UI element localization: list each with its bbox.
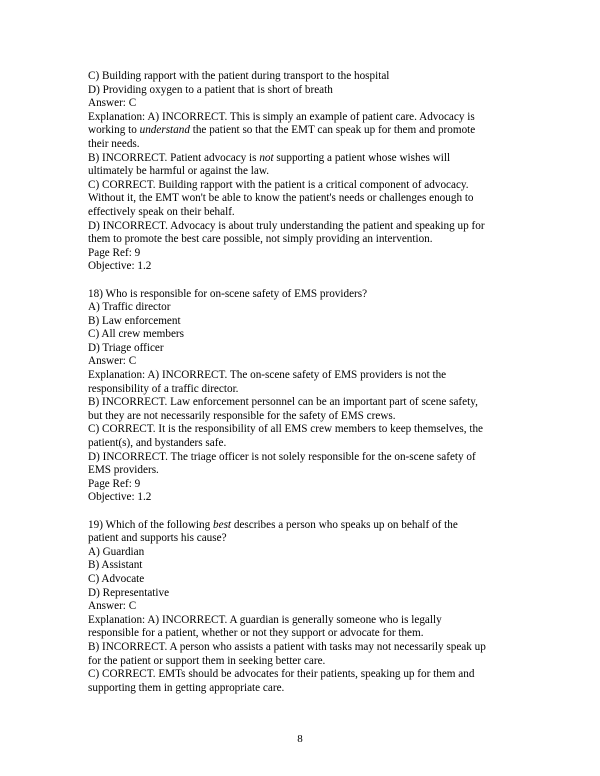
option-c: C) Advocate — [88, 572, 145, 585]
explanation-line: C) CORRECT. It is the responsibility of all EMS crew members to keep themselves, the — [88, 423, 484, 436]
explanation-line: Explanation: A) INCORRECT. The on-scene safety of EMS providers is not the — [88, 369, 447, 382]
explanation-line: B) INCORRECT. Patient advocacy is not supporting a patient whose wishes will — [88, 151, 451, 164]
option-b: B) Assistant — [88, 559, 143, 572]
answer-line: Answer: C — [88, 97, 137, 110]
explanation-line: responsibility of a traffic director. — [88, 382, 239, 395]
option-d: D) Representative — [88, 586, 170, 599]
explanation-line: ultimately be harmful or against the law. — [88, 165, 270, 178]
explanation-line: supporting them in getting appropriate care. — [88, 681, 285, 694]
question-text: 18) Who is responsible for on-scene safety of EMS providers? — [88, 287, 368, 300]
option-a: A) Guardian — [88, 545, 145, 558]
option-a: A) Traffic director — [88, 301, 171, 314]
explanation-line: working to understand the patient so that the EMT can speak up for them and promote — [88, 124, 476, 137]
question-19 — [88, 519, 518, 696]
question-17 — [88, 70, 518, 274]
spacer — [88, 274, 518, 288]
spacer — [88, 505, 518, 519]
explanation-line: patient(s), and bystanders safe. — [88, 437, 227, 450]
option-b: B) Law enforcement — [88, 314, 181, 327]
explanation-line: responsible for a patient, whether or not they support or advocate for them. — [88, 627, 424, 640]
question-text: 19) Which of the following best describes a person who speaks up on behalf of the — [88, 518, 458, 531]
explanation-line: Without it, the EMT won't be able to know the patient's needs or challenges enough to — [88, 192, 474, 205]
explanation-line: B) INCORRECT. Law enforcement personnel can be an important part of scene safety, — [88, 396, 478, 409]
explanation-line: B) INCORRECT. A person who assists a patient with tasks may not necessarily speak up — [88, 640, 486, 653]
explanation-line: C) CORRECT. Building rapport with the patient is a critical component of advocacy. — [88, 178, 469, 191]
explanation-line: Explanation: A) INCORRECT. This is simply an example of patient care. Advocacy is — [88, 110, 475, 123]
objective: Objective: 1.2 — [88, 260, 152, 273]
objective: Objective: 1.2 — [88, 491, 152, 504]
explanation-line: Explanation: A) INCORRECT. A guardian is generally someone who is legally — [88, 613, 442, 626]
explanation-line: C) CORRECT. EMTs should be advocates for their patients, speaking up for them and — [88, 668, 475, 681]
page-ref: Page Ref: 9 — [88, 246, 141, 259]
explanation-line: them to promote the best care possible, not simply providing an intervention. — [88, 233, 433, 246]
question-text: patient and supports his cause? — [88, 532, 227, 545]
page-number: 8 — [297, 733, 303, 745]
explanation-line: EMS providers. — [88, 464, 159, 477]
option-d: D) Providing oxygen to a patient that is short of breath — [88, 83, 333, 96]
explanation-line: their needs. — [88, 137, 140, 150]
question-18 — [88, 288, 518, 506]
answer-line: Answer: C — [88, 600, 137, 613]
option-c: C) All crew members — [88, 328, 184, 341]
answer-line: Answer: C — [88, 355, 137, 368]
explanation-line: D) INCORRECT. Advocacy is about truly understanding the patient and speaking up for — [88, 219, 485, 232]
option-c: C) Building rapport with the patient during transport to the hospital — [88, 70, 390, 82]
option-d: D) Triage officer — [88, 341, 164, 354]
explanation-line: D) INCORRECT. The triage officer is not solely responsible for the on-scene safety of — [88, 450, 476, 463]
explanation-line: but they are not necessarily responsible for the safety of EMS crews. — [88, 409, 396, 422]
page-ref: Page Ref: 9 — [88, 477, 141, 490]
explanation-line: for the patient or support them in seeking better care. — [88, 654, 326, 667]
explanation-line: effectively speak on their behalf. — [88, 205, 235, 218]
document-page — [88, 70, 518, 695]
